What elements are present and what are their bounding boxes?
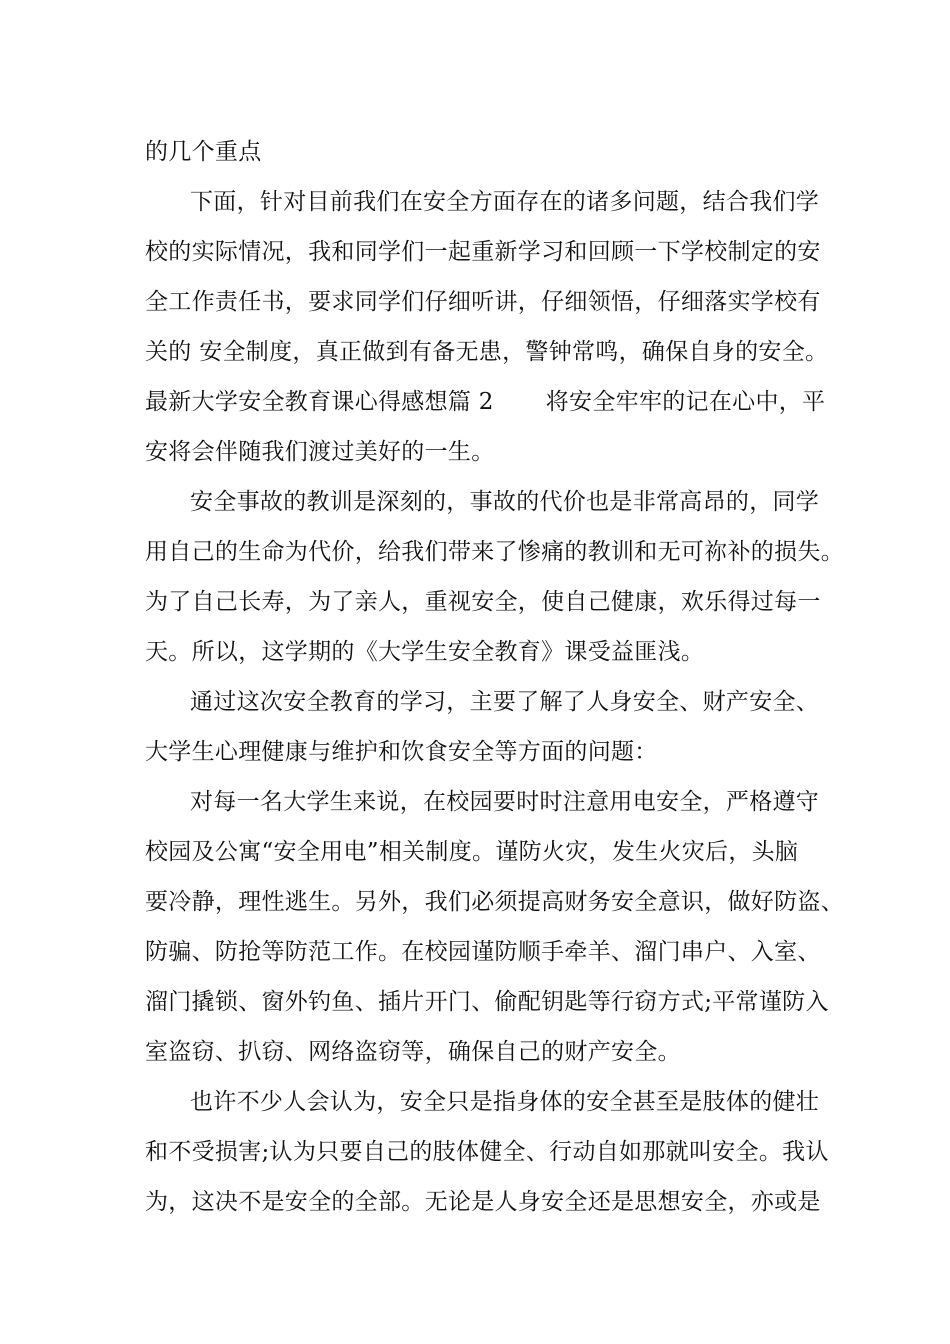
text-line: 为，这决不是安全的全部。无论是人身安全还是思想安全，亦或是	[145, 1189, 821, 1215]
paragraph-first-line: 也许不少人会认为，安全只是指身体的安全甚至是肢体的健壮	[190, 1089, 820, 1115]
heading-text: 最新大学安全教育课心得感想篇 2	[145, 389, 494, 415]
text-line: 校园及公寓“安全用电”相关制度。谨防火灾，发生火灾后，头脑	[145, 839, 799, 865]
text-line: 用自己的生命为代价，给我们带来了惨痛的教训和无可祢补的损失。	[145, 539, 844, 565]
text-line: 要冷静，理性逃生。另外，我们必须提高财务安全意识，做好防盗、	[145, 889, 844, 915]
paragraph-first-line: 通过这次安全教育的学习，主要了解了人身安全、财产安全、	[190, 689, 820, 715]
paragraph-first-line: 安全事故的教训是深刻的，事故的代价也是非常高昂的，同学	[190, 489, 820, 515]
text-line: 全工作责任书，要求同学们仔细听讲，仔细领悟，仔细落实学校有	[145, 289, 821, 315]
text-line: 的几个重点	[145, 139, 262, 165]
paragraph-first-line: 下面，针对目前我们在安全方面存在的诸多问题，结合我们学	[190, 189, 820, 215]
text-line: 溜门撬锁、窗外钓鱼、插片开门、偷配钥匙等行窃方式;平常谨防入	[145, 989, 829, 1015]
text-line: 天。所以，这学期的《大学生安全教育》课受益匪浅。	[145, 639, 705, 665]
text-line: 大学生心理健康与维护和饮食安全等方面的问题：	[145, 739, 658, 765]
text-line: 为了自己长寿，为了亲人，重视安全，使自己健康，欢乐得过每一	[145, 589, 821, 615]
section-heading	[145, 388, 825, 416]
text-line: 防骗、防抢等防范工作。在校园谨防顺手牵羊、溜门串户、入室、	[145, 939, 821, 965]
text-line: 关的 安全制度，真正做到有备无患，警钟常鸣，确保自身的安全。	[145, 339, 829, 365]
text-line: 和不受损害;认为只要自己的肢体健全、行动自如那就叫安全。我认	[145, 1139, 829, 1165]
text-line: 校的实际情况，我和同学们一起重新学习和回顾一下学校制定的安	[145, 239, 821, 265]
text-line: 安将会伴随我们渡过美好的一生。	[145, 439, 495, 465]
text-line: 室盗窃、扒窃、网络盗窃等，确保自己的财产安全。	[145, 1039, 681, 1065]
paragraph-first-line: 对每一名大学生来说，在校园要时时注意用电安全，严格遵守	[190, 789, 820, 815]
heading-continuation: 将安全牢牢的记在心中，平	[545, 389, 826, 415]
